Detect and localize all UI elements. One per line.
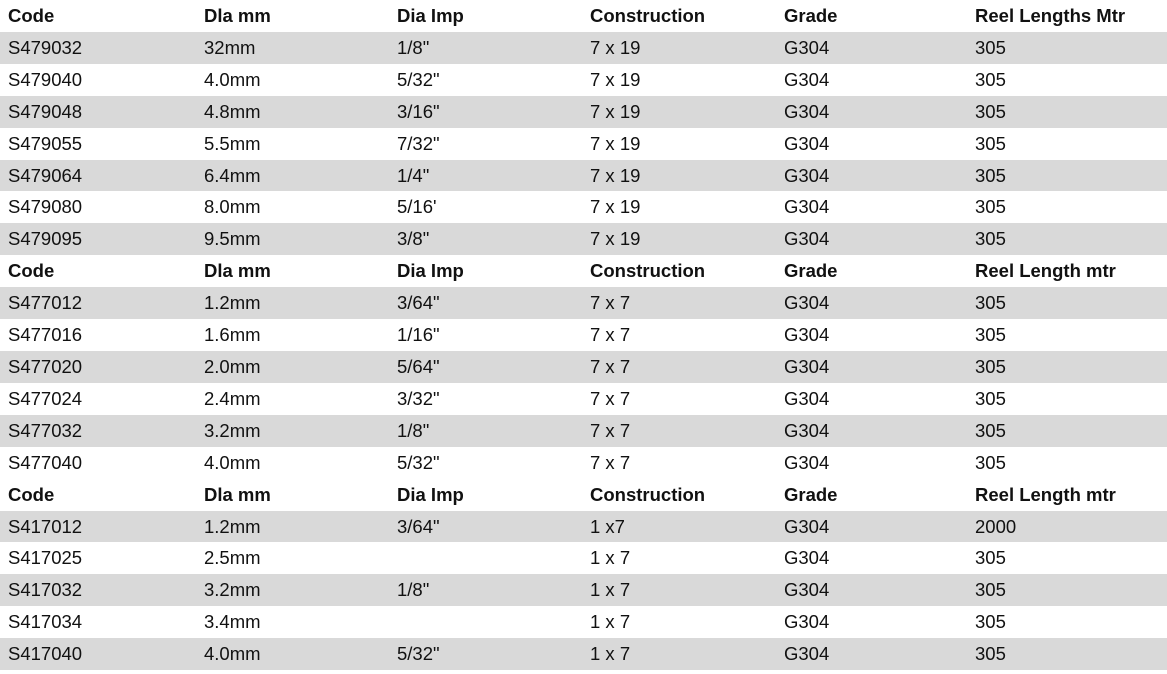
cell-reel-length: 305	[975, 611, 1006, 633]
cell-construction: 7 x 7	[590, 387, 631, 409]
table-row	[0, 64, 1167, 96]
cell-code: S477020	[0, 351, 196, 383]
cell-dia-mm: 9.5mm	[196, 223, 389, 255]
cell-code: S417012	[0, 511, 196, 543]
cell-dia-mm: 2.0mm	[196, 351, 389, 383]
cell-reel-length: 305	[967, 223, 1167, 255]
cell-grade: G304	[784, 68, 830, 90]
column-header-reel-length: Reel Lengths Mtr	[975, 5, 1126, 26]
cell-dia-imp: 3/8"	[389, 223, 582, 255]
table-row	[0, 542, 1167, 574]
column-header-construction: Construction	[590, 483, 706, 505]
column-header-dia-imp: Dia Imp	[397, 260, 464, 282]
cell-construction: 7 x 19	[590, 132, 641, 154]
cell-dia-mm: 32mm	[196, 32, 389, 64]
cell-code: S477032	[0, 415, 196, 447]
column-header-dia-mm: Dla mm	[204, 483, 271, 505]
cell-dia-mm: 1.2mm	[196, 287, 389, 319]
table-row	[0, 160, 1167, 192]
cell-grade: G304	[776, 574, 967, 606]
column-header-code: Code	[8, 260, 55, 282]
column-header-dia-imp: Dia Imp	[397, 5, 464, 26]
table-row	[0, 32, 1167, 64]
cell-grade: G304	[776, 223, 967, 255]
cell-code: S417034	[8, 611, 83, 633]
cell-dia-imp: 5/16'	[397, 196, 437, 218]
cell-reel-length: 305	[975, 324, 1006, 346]
table-header-row	[0, 0, 1167, 32]
cell-grade: G304	[776, 351, 967, 383]
column-header-dia-imp: Dia Imp	[397, 483, 464, 505]
cell-construction: 7 x 19	[590, 68, 641, 90]
cell-dia-imp: 5/64"	[389, 351, 582, 383]
cell-reel-length: 305	[975, 451, 1006, 473]
cell-grade: G304	[784, 451, 830, 473]
cell-construction: 7 x 19	[590, 196, 641, 218]
cell-grade: G304	[776, 415, 967, 447]
table-row	[0, 319, 1167, 351]
cell-construction: 7 x 7	[582, 287, 776, 319]
cell-reel-length: 305	[967, 351, 1167, 383]
table-row	[0, 191, 1167, 223]
cell-code: S479095	[0, 223, 196, 255]
cell-dia-imp: 3/64"	[389, 287, 582, 319]
cell-dia-imp	[389, 606, 582, 638]
cell-dia-imp: 3/64"	[389, 511, 582, 543]
table-row	[0, 383, 1167, 415]
column-header-grade: Grade	[784, 5, 838, 26]
cell-reel-length: 305	[975, 68, 1006, 90]
cell-code: S479064	[0, 160, 196, 192]
table-row	[0, 638, 1167, 670]
cell-dia-imp: 1/4"	[389, 160, 582, 192]
cell-dia-mm: 2.5mm	[204, 547, 261, 569]
column-header-grade: Grade	[784, 260, 838, 282]
column-header-grade: Grade	[784, 483, 838, 505]
cell-dia-mm: 4.0mm	[196, 638, 389, 670]
cell-construction: 7 x 19	[582, 160, 776, 192]
table-row	[0, 128, 1167, 160]
cell-code: S477024	[8, 387, 83, 409]
cell-dia-mm: 4.8mm	[196, 96, 389, 128]
cell-code: S479080	[8, 196, 83, 218]
cell-dia-mm: 3.2mm	[196, 574, 389, 606]
cell-grade: G304	[784, 196, 830, 218]
column-header-reel-length: Reel Length mtr	[975, 483, 1116, 505]
column-header-reel-length: Reel Length mtr	[975, 260, 1116, 282]
cell-dia-imp: 1/8"	[389, 574, 582, 606]
cell-dia-imp: 5/32"	[397, 451, 440, 473]
cell-reel-length: 305	[975, 196, 1006, 218]
cell-dia-imp: 1/8"	[389, 32, 582, 64]
cell-grade: G304	[776, 96, 967, 128]
cell-construction: 1 x 7	[582, 574, 776, 606]
cell-dia-imp: 7/32"	[397, 132, 440, 154]
column-header-construction: Construction	[590, 260, 706, 282]
cell-reel-length: 305	[967, 415, 1167, 447]
table-header-row	[0, 255, 1167, 287]
cell-grade: G304	[784, 132, 830, 154]
cell-grade: G304	[776, 287, 967, 319]
cell-reel-length: 305	[967, 638, 1167, 670]
cell-dia-imp: 1/8"	[389, 415, 582, 447]
table-row	[0, 96, 1167, 128]
table-row	[0, 511, 1167, 543]
table-row	[0, 415, 1167, 447]
cell-dia-mm: 4.0mm	[204, 451, 261, 473]
cell-grade: G304	[784, 611, 830, 633]
cell-code: S479032	[0, 32, 196, 64]
cell-grade: G304	[784, 547, 830, 569]
table-row	[0, 606, 1167, 638]
cell-dia-imp: 3/32"	[397, 387, 440, 409]
cell-grade: G304	[776, 160, 967, 192]
cell-dia-imp: 5/32"	[389, 638, 582, 670]
cell-construction: 1 x 7	[582, 638, 776, 670]
column-header-dia-mm: Dla mm	[204, 260, 271, 282]
cell-reel-length: 305	[967, 96, 1167, 128]
cell-dia-imp	[389, 542, 582, 574]
cell-grade: G304	[784, 387, 830, 409]
cell-dia-mm: 3.2mm	[196, 415, 389, 447]
cell-construction: 7 x 7	[582, 415, 776, 447]
column-header-code: Code	[8, 483, 55, 505]
cell-dia-mm: 1.2mm	[196, 511, 389, 543]
cell-code: S417040	[0, 638, 196, 670]
cell-reel-length: 305	[975, 387, 1006, 409]
cell-reel-length: 305	[967, 287, 1167, 319]
table-row	[0, 351, 1167, 383]
cell-construction: 7 x 7	[590, 451, 631, 473]
cell-construction: 7 x 19	[582, 32, 776, 64]
cell-construction: 1 x 7	[590, 611, 631, 633]
cell-dia-imp: 1/16"	[397, 324, 440, 346]
cell-grade: G304	[776, 511, 967, 543]
cell-reel-length: 305	[975, 132, 1006, 154]
column-header-construction: Construction	[590, 5, 706, 26]
table-row	[0, 447, 1167, 479]
cell-construction: 1 x 7	[590, 547, 631, 569]
cell-grade: G304	[784, 324, 830, 346]
cell-dia-mm: 5.5mm	[204, 132, 261, 154]
cell-code: S417025	[8, 547, 83, 569]
column-header-code: Code	[8, 5, 55, 26]
cell-construction: 7 x 19	[582, 96, 776, 128]
table-row	[0, 223, 1167, 255]
cell-reel-length: 305	[967, 574, 1167, 606]
cell-dia-mm: 8.0mm	[204, 196, 261, 218]
cell-grade: G304	[776, 32, 967, 64]
cell-dia-mm: 4.0mm	[204, 68, 261, 90]
cell-code: S479048	[0, 96, 196, 128]
cell-reel-length: 2000	[967, 511, 1167, 543]
cell-dia-mm: 3.4mm	[204, 611, 261, 633]
table-row	[0, 287, 1167, 319]
cell-dia-mm: 1.6mm	[204, 324, 261, 346]
cell-code: S477016	[8, 324, 83, 346]
cell-code: S477012	[0, 287, 196, 319]
cell-reel-length: 305	[975, 547, 1006, 569]
cell-code: S477040	[8, 451, 83, 473]
cell-reel-length: 305	[967, 32, 1167, 64]
cell-dia-mm: 2.4mm	[204, 387, 261, 409]
cell-grade: G304	[776, 638, 967, 670]
cell-construction: 7 x 19	[582, 223, 776, 255]
table-row	[0, 574, 1167, 606]
cell-code: S479040	[8, 68, 83, 90]
cell-dia-imp: 3/16"	[389, 96, 582, 128]
cell-construction: 7 x 7	[582, 351, 776, 383]
cell-reel-length: 305	[967, 160, 1167, 192]
cell-construction: 7 x 7	[590, 324, 631, 346]
column-header-dia-mm: Dla mm	[204, 5, 271, 26]
table-header-row	[0, 479, 1167, 511]
cell-dia-imp: 5/32"	[397, 68, 440, 90]
cell-code: S417032	[0, 574, 196, 606]
cell-code: S479055	[8, 132, 83, 154]
cell-construction: 1 x7	[582, 511, 776, 543]
cell-dia-mm: 6.4mm	[196, 160, 389, 192]
